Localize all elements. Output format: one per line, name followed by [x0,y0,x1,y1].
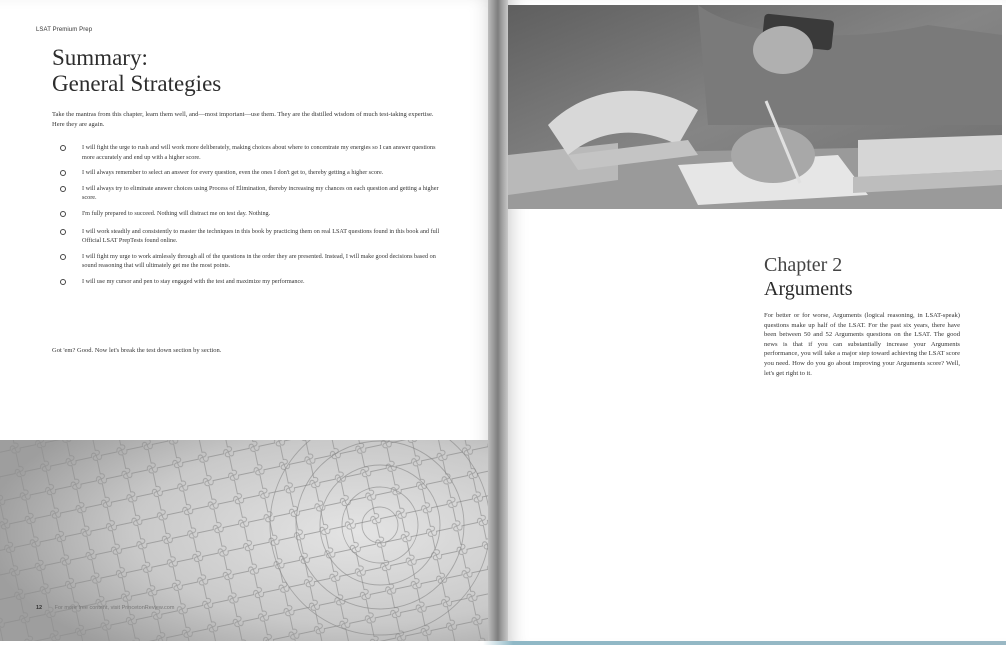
mantra-text: I will fight my urge to work aimlessly through all of the questions in the order they are presented. Instead, I will make good decisions based on sound reasoning that will ultimately get me the most points. [82,252,436,270]
bullet-circle-icon [60,229,66,235]
page-footer [36,605,174,611]
bullet-circle-icon [60,145,66,151]
mantra-text: I will fight the urge to rush and will work more deliberately, making choices about where to concentrate my energies so I can answer questions more accurately and end up with a higher score. [82,144,436,161]
page-number: 12 [36,605,43,611]
list-item [60,252,440,271]
bullet-circle-icon [60,186,66,192]
chapter-title: Arguments [764,278,853,300]
mantra-text: I'm fully prepared to succeed. Nothing will distract me on test day. Nothing. [82,209,271,217]
mantra-text: I will always remember to select an answer for every question, even the ones I don't get to, thereby getting a higher score. [82,169,384,177]
puzzle-image [0,440,497,645]
bullet-circle-icon [60,279,66,285]
list-item [60,277,440,287]
list-item [60,184,440,203]
mantra-text: I will use my cursor and pen to stay engaged with the test and maximize my performance. [82,277,305,285]
list-item [60,209,440,219]
list-item [60,143,440,162]
footer-divider: | [47,605,50,611]
right-page [508,0,1006,645]
bullet-circle-icon [60,170,66,176]
mantra-text: I will always try to eliminate answer choices using Process of Elimination, thereby increasing my chances on each question and getting a higher score. [82,184,439,202]
left-page [0,0,497,645]
mantra-list [60,143,440,287]
book-gutter [488,0,510,645]
list-item [60,227,440,246]
running-head: LSAT Premium Prep [36,27,93,33]
chapter-heading [764,253,853,301]
outro-paragraph: Got 'em? Good. Now let's break the test down section by section. [52,347,222,354]
study-photo [508,5,1002,209]
bullet-circle-icon [60,211,66,217]
chapter-intro-paragraph: For better or for worse, Arguments (logical reasoning, in LSAT-speak) questions make up half of the LSAT. For the past six years, there have been between 50 and 52 Arguments questions on the LSAT. The good news is that if you can substantially increase your Arguments performance, you will take a major step toward achieving the LSAT score you need. How do you go about improving your Arguments score? Well, let's get right to it. [764,312,960,377]
page-title [52,45,221,97]
intro-paragraph: Take the mantras from this chapter, learn them well, and—most important—use them. They are the distilled wisdom of much test-taking expertise. Here they are again. [52,111,434,128]
bullet-circle-icon [60,254,66,260]
page-title-line1: Summary: [52,45,148,70]
page-title-line2: General Strategies [52,71,222,96]
bottom-edge-accent [0,641,1006,645]
chapter-label: Chapter 2 [764,254,843,276]
footer-link-text: For more free content, visit PrincetonReview.com [54,605,175,611]
list-item [60,168,440,178]
mantra-text: I will work steadily and consistently to master the techniques in this book by practicing them on real LSAT questions found in this book and full Official LSAT PrepTests found online. [82,227,440,245]
